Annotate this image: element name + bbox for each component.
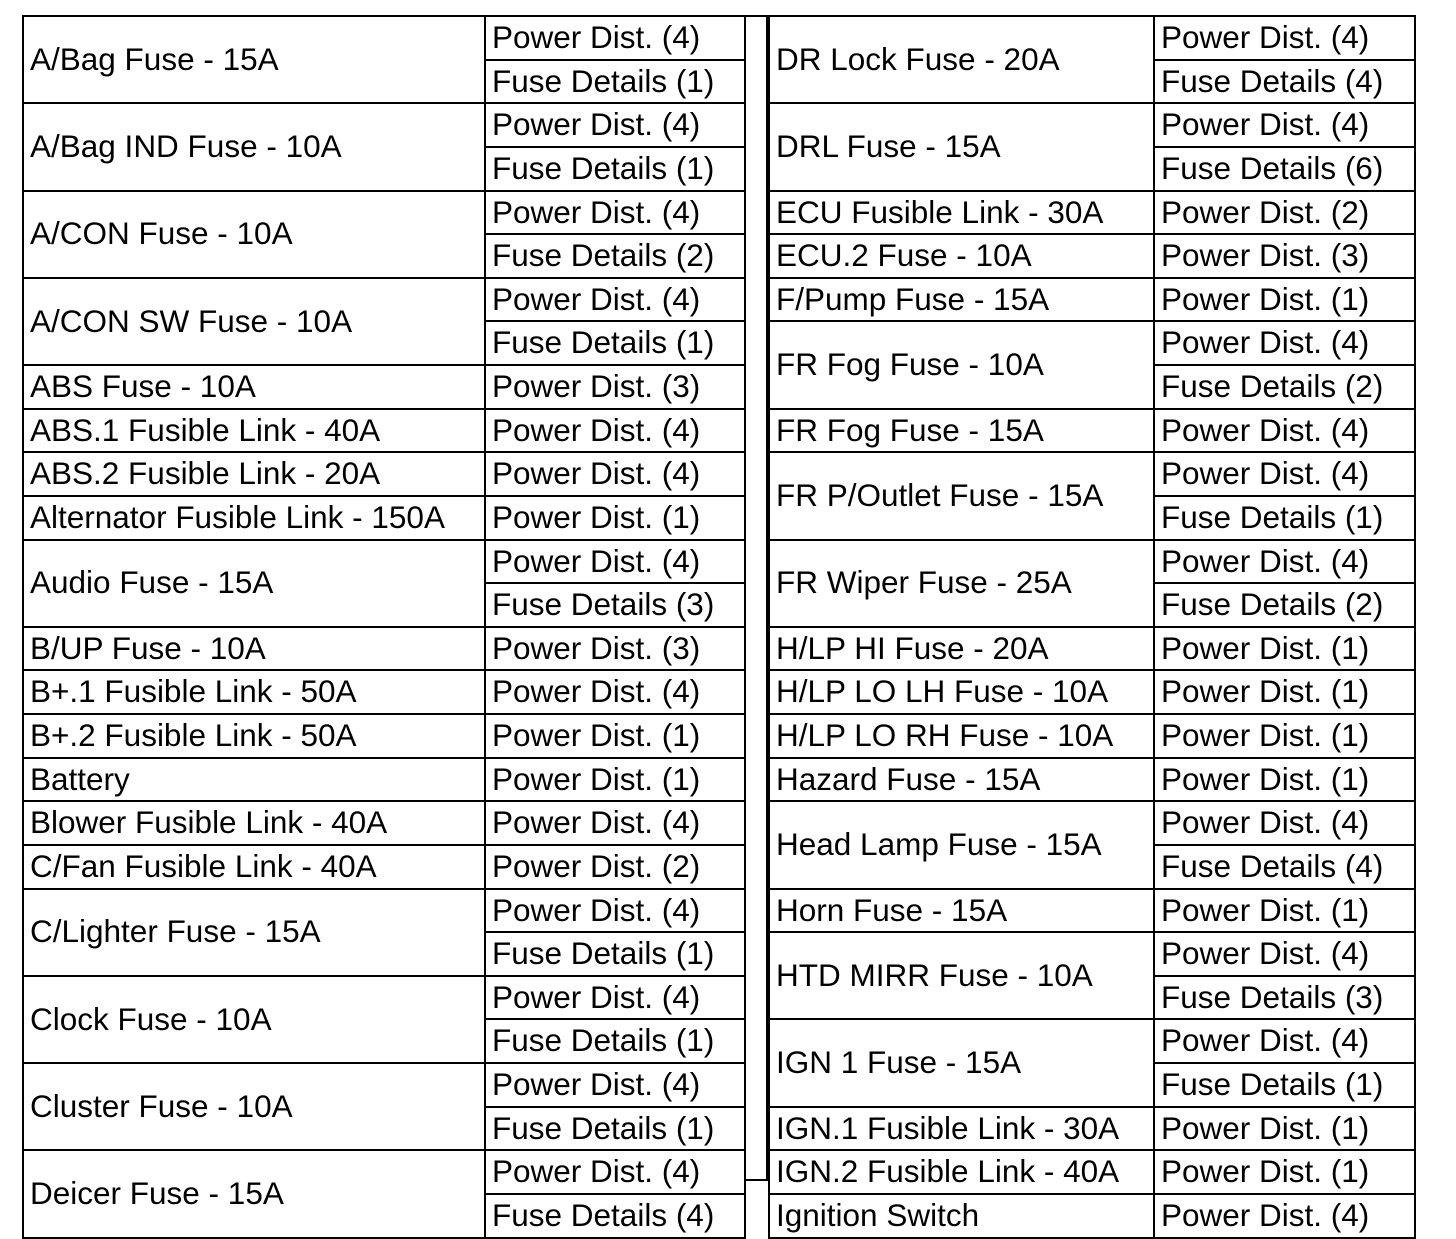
location-reference: Power Dist. (4) <box>485 409 745 453</box>
table-row <box>23 16 745 60</box>
table-row <box>23 103 745 147</box>
table-row <box>769 801 1415 845</box>
fuse-table-right-body <box>769 16 1415 1238</box>
fuse-locator-page <box>22 15 1414 1233</box>
location-reference: Fuse Details (3) <box>1154 976 1415 1020</box>
location-reference: Power Dist. (1) <box>1154 758 1415 802</box>
component-name: Alternator Fusible Link - 150A <box>23 496 485 540</box>
table-row <box>23 670 745 714</box>
component-name: IGN.2 Fusible Link - 40A <box>769 1150 1154 1194</box>
location-reference: Power Dist. (4) <box>485 452 745 496</box>
table-row <box>23 976 745 1020</box>
table-row <box>23 409 745 453</box>
component-name: Head Lamp Fuse - 15A <box>769 801 1154 888</box>
location-reference: Power Dist. (4) <box>485 801 745 845</box>
component-name: Horn Fuse - 15A <box>769 889 1154 933</box>
table-row <box>769 758 1415 802</box>
location-reference: Power Dist. (2) <box>1154 191 1415 235</box>
component-name: DR Lock Fuse - 20A <box>769 16 1154 103</box>
location-reference: Power Dist. (4) <box>1154 409 1415 453</box>
component-name: Ignition Switch <box>769 1194 1154 1238</box>
location-reference: Power Dist. (4) <box>485 16 745 60</box>
component-name: ABS Fuse - 10A <box>23 365 485 409</box>
location-reference: Power Dist. (2) <box>485 845 745 889</box>
fuse-table-right <box>768 15 1416 1239</box>
location-reference: Power Dist. (3) <box>485 365 745 409</box>
component-name: Deicer Fuse - 15A <box>23 1150 485 1237</box>
location-reference: Fuse Details (1) <box>485 60 745 104</box>
location-reference: Fuse Details (4) <box>1154 60 1415 104</box>
component-name: A/Bag IND Fuse - 10A <box>23 103 485 190</box>
table-row <box>23 540 745 584</box>
location-reference: Power Dist. (4) <box>1154 16 1415 60</box>
location-reference: Fuse Details (1) <box>1154 496 1415 540</box>
component-name: FR P/Outlet Fuse - 15A <box>769 452 1154 539</box>
location-reference: Power Dist. (4) <box>1154 1194 1415 1238</box>
component-name: FR Wiper Fuse - 25A <box>769 540 1154 627</box>
component-name: F/Pump Fuse - 15A <box>769 278 1154 322</box>
table-row <box>769 409 1415 453</box>
location-reference: Power Dist. (4) <box>485 278 745 322</box>
table-row <box>769 278 1415 322</box>
table-row <box>769 932 1415 976</box>
location-reference: Power Dist. (4) <box>1154 103 1415 147</box>
component-name: B+.2 Fusible Link - 50A <box>23 714 485 758</box>
table-row <box>23 801 745 845</box>
location-reference: Power Dist. (4) <box>1154 1019 1415 1063</box>
component-name: A/Bag Fuse - 15A <box>23 16 485 103</box>
component-name: FR Fog Fuse - 10A <box>769 321 1154 408</box>
location-reference: Power Dist. (1) <box>1154 278 1415 322</box>
component-name: Audio Fuse - 15A <box>23 540 485 627</box>
component-name: A/CON SW Fuse - 10A <box>23 278 485 365</box>
location-reference: Power Dist. (4) <box>485 670 745 714</box>
location-reference: Fuse Details (1) <box>485 321 745 365</box>
location-reference: Power Dist. (1) <box>485 496 745 540</box>
location-reference: Power Dist. (4) <box>1154 801 1415 845</box>
table-row <box>769 16 1415 60</box>
location-reference: Fuse Details (2) <box>485 234 745 278</box>
location-reference: Power Dist. (1) <box>485 758 745 802</box>
location-reference: Power Dist. (4) <box>485 889 745 933</box>
location-reference: Power Dist. (4) <box>485 1150 745 1194</box>
table-row <box>23 627 745 671</box>
table-row <box>23 845 745 889</box>
component-name: ABS.2 Fusible Link - 20A <box>23 452 485 496</box>
component-name: B/UP Fuse - 10A <box>23 627 485 671</box>
table-row <box>769 103 1415 147</box>
location-reference: Fuse Details (1) <box>1154 1063 1415 1107</box>
location-reference: Power Dist. (1) <box>1154 889 1415 933</box>
table-row <box>769 191 1415 235</box>
table-row <box>769 627 1415 671</box>
location-reference: Fuse Details (1) <box>485 932 745 976</box>
component-name: ECU.2 Fuse - 10A <box>769 234 1154 278</box>
component-name: C/Fan Fusible Link - 40A <box>23 845 485 889</box>
component-name: ECU Fusible Link - 30A <box>769 191 1154 235</box>
component-name: H/LP LO LH Fuse - 10A <box>769 670 1154 714</box>
location-reference: Power Dist. (1) <box>1154 714 1415 758</box>
component-name: Hazard Fuse - 15A <box>769 758 1154 802</box>
table-row <box>23 1150 745 1194</box>
table-row <box>23 496 745 540</box>
location-reference: Power Dist. (4) <box>485 191 745 235</box>
column-gap <box>744 15 768 1181</box>
table-row <box>769 889 1415 933</box>
table-row <box>23 365 745 409</box>
table-row <box>23 1063 745 1107</box>
component-name: ABS.1 Fusible Link - 40A <box>23 409 485 453</box>
component-name: FR Fog Fuse - 15A <box>769 409 1154 453</box>
location-reference: Power Dist. (3) <box>1154 234 1415 278</box>
component-name: Battery <box>23 758 485 802</box>
component-name: Cluster Fuse - 10A <box>23 1063 485 1150</box>
component-name: H/LP LO RH Fuse - 10A <box>769 714 1154 758</box>
location-reference: Power Dist. (1) <box>1154 627 1415 671</box>
location-reference: Power Dist. (4) <box>485 103 745 147</box>
table-row <box>23 889 745 933</box>
table-row <box>23 191 745 235</box>
component-name: A/CON Fuse - 10A <box>23 191 485 278</box>
component-name: C/Lighter Fuse - 15A <box>23 889 485 976</box>
table-row <box>23 714 745 758</box>
location-reference: Power Dist. (4) <box>1154 540 1415 584</box>
fuse-table-left <box>22 15 746 1239</box>
component-name: IGN 1 Fuse - 15A <box>769 1019 1154 1106</box>
table-row <box>23 452 745 496</box>
component-name: HTD MIRR Fuse - 10A <box>769 932 1154 1019</box>
location-reference: Fuse Details (1) <box>485 1019 745 1063</box>
location-reference: Power Dist. (1) <box>1154 670 1415 714</box>
location-reference: Fuse Details (3) <box>485 583 745 627</box>
component-name: DRL Fuse - 15A <box>769 103 1154 190</box>
location-reference: Power Dist. (4) <box>485 540 745 584</box>
table-row <box>769 321 1415 365</box>
location-reference: Power Dist. (4) <box>485 976 745 1020</box>
table-row <box>769 1107 1415 1151</box>
location-reference: Fuse Details (1) <box>485 1107 745 1151</box>
table-row <box>23 758 745 802</box>
table-row <box>769 234 1415 278</box>
table-row <box>769 1194 1415 1238</box>
table-row <box>769 670 1415 714</box>
table-row <box>769 1019 1415 1063</box>
component-name: Clock Fuse - 10A <box>23 976 485 1063</box>
table-row <box>769 1150 1415 1194</box>
location-reference: Power Dist. (4) <box>485 1063 745 1107</box>
location-reference: Fuse Details (2) <box>1154 583 1415 627</box>
table-row <box>769 714 1415 758</box>
location-reference: Power Dist. (4) <box>1154 452 1415 496</box>
location-reference: Power Dist. (4) <box>1154 321 1415 365</box>
location-reference: Fuse Details (4) <box>485 1194 745 1238</box>
location-reference: Fuse Details (1) <box>485 147 745 191</box>
location-reference: Fuse Details (4) <box>1154 845 1415 889</box>
table-row <box>769 452 1415 496</box>
component-name: Blower Fusible Link - 40A <box>23 801 485 845</box>
fuse-table-left-body <box>23 16 745 1238</box>
location-reference: Power Dist. (3) <box>485 627 745 671</box>
table-row <box>769 540 1415 584</box>
location-reference: Fuse Details (2) <box>1154 365 1415 409</box>
component-name: B+.1 Fusible Link - 50A <box>23 670 485 714</box>
location-reference: Power Dist. (1) <box>1154 1150 1415 1194</box>
location-reference: Fuse Details (6) <box>1154 147 1415 191</box>
location-reference: Power Dist. (1) <box>485 714 745 758</box>
location-reference: Power Dist. (1) <box>1154 1107 1415 1151</box>
location-reference: Power Dist. (4) <box>1154 932 1415 976</box>
table-row <box>23 278 745 322</box>
component-name: H/LP HI Fuse - 20A <box>769 627 1154 671</box>
component-name: IGN.1 Fusible Link - 30A <box>769 1107 1154 1151</box>
